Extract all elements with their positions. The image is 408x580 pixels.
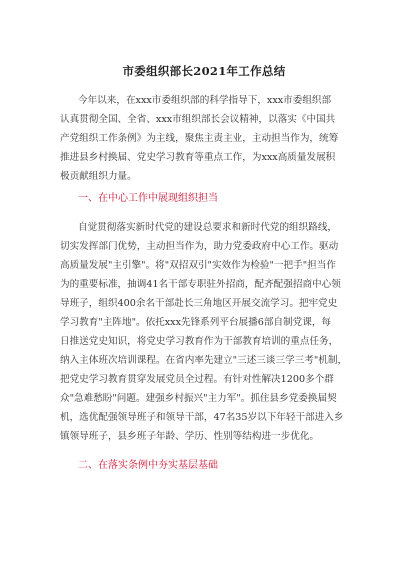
section1-line-5: 导班子，组织400余名干部赴长三角地区开展交流学习。把牢党史: [60, 298, 338, 309]
intro-line-3: 产党组织工作条例》为主线，聚焦主责主业，主动担当作为，统筹: [60, 133, 339, 144]
section-heading-2: 二、在落实条例中夯实基层基础: [78, 460, 218, 471]
section1-line-8: 纳入主体班次培训课程。在省内率先建立"三述三谈三学三考"机制，: [60, 355, 348, 366]
section1-line-11: 机，选优配强领导班子和领导干部，47名35岁以下年轻干部进入乡: [60, 412, 344, 423]
section1-line-1: 自觉贯彻落实新时代党的建设总要求和新时代党的组织路线，: [78, 222, 338, 233]
section1-line-2: 切实发挥部门优势，主动担当作为，助力党委政府中心工作。驱动: [60, 241, 339, 252]
section1-line-6: 学习教育"主阵地"。依托xxx先锋系列平台展播6部自制党课，每: [60, 317, 332, 328]
section1-line-10: 众"急难愁盼"问题。建强乡村振兴"主力军"。抓住县乡党委换届契: [60, 393, 337, 404]
intro-line-4: 推进县乡村换届、党史学习教育等重点工作，为xxx高质量发展积: [60, 152, 336, 163]
section1-line-4: 为的重要标准，抽调41名干部专职驻外招商，配齐配强招商中心领: [60, 279, 341, 290]
section1-line-9: 把党史学习教育贯穿发展党员全过程。有针对性解决1200多个群: [60, 374, 334, 385]
intro-line-5: 极贡献组织力量。: [60, 171, 137, 182]
section-heading-1: 一、在中心工作中展现组织担当: [78, 193, 218, 204]
section1-line-12: 镇领导班子，县乡班子年龄、学历、性别等结构进一步优化。: [60, 431, 320, 442]
section1-line-3: 高质量发展"主引擎"。将"双招双引"实效作为检验"一把手"担当作: [60, 260, 336, 271]
intro-line-2: 认真贯彻全国、全省、xxx市组织部长会议精神，以落实《中国共: [60, 114, 336, 125]
intro-line-1: 今年以来，在xxx市委组织部的科学指导下，xxx市委组织部: [78, 95, 332, 106]
document-title: 市委组织部长2021年工作总结: [122, 64, 286, 78]
section1-line-7: 日推送党史知识，将党史学习教育作为干部教育培训的重点任务，: [60, 336, 339, 347]
